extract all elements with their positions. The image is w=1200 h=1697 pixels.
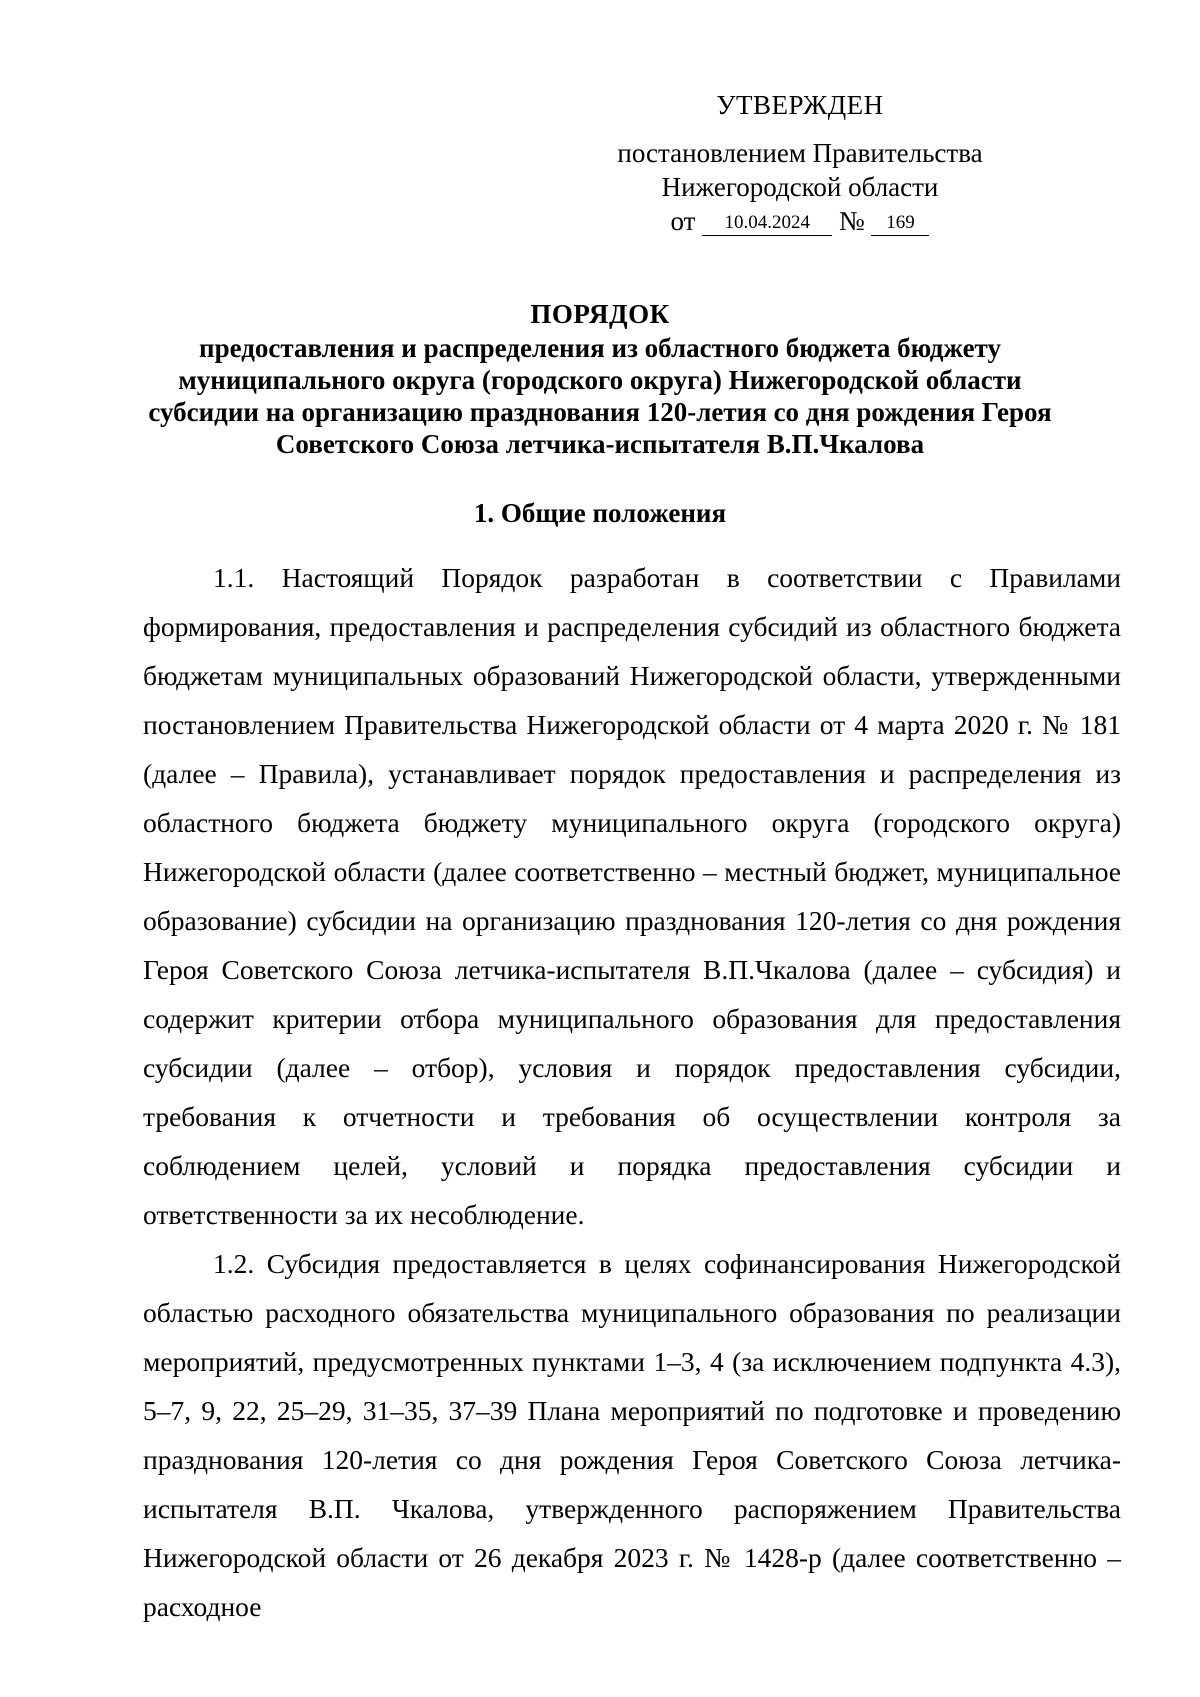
approved-heading: УТВЕРЖДЕН (716, 90, 884, 120)
approval-date: 10.04.2024 (702, 211, 832, 236)
approval-decree-line: постановлением Правительства (617, 138, 983, 168)
paragraph-1-2: 1.2. Субсидия предоставляется в целях софинансирования Нижегородской областью расходного обязательства муниципального образования по реализации мероприятий, предусмотренных пунктами 1–3, 4 (за исключением подпункта 4.3), 5–7, 9, 22, 25–29, 31–35, 37–39 Плана мероприятий по подготовке и проведению празднования 120-летия со дня рождения Героя Советского Союза летчика-испытателя В.П. Чкалова, утвержденного распоряжением Правительства Нижегородской области от 26 декабря 2023 г. № 1428-р (далее соответственно – расходное (143, 1248, 1121, 1622)
approval-region-line: Нижегородской области (661, 172, 939, 202)
approval-number: 169 (871, 211, 929, 236)
document-title (130, 298, 1070, 460)
document-title-subtitle: предоставления и распределения из областного бюджета бюджету муниципального округа (городского округа) Нижегородской области субсидии на организацию празднования 120-летия со дня рождения Героя Советского Союза летчика-испытателя В.П.Чкалова (148, 333, 1052, 459)
document-title-main: ПОРЯДОК (530, 299, 670, 329)
approval-date-number-line (600, 204, 1000, 238)
section-heading: 1. Общие положения (473, 498, 727, 528)
approval-number-label: № (838, 206, 865, 236)
document-body (143, 553, 1121, 1631)
paragraph-1-1: 1.1. Настоящий Порядок разработан в соответствии с Правилами формирования, предоставления и распределения субсидий из областного бюджета бюджетам муниципальных образований Нижегородской области, утвержденными постановлением Правительства Нижегородской области от 4 марта 2020 г. № 181 (далее – Правила), устанавливает порядок предоставления и распределения из областного бюджета бюджету муниципального округа (городского округа) Нижегородской области (далее соответственно – местный бюджет, муниципальное образование) субсидии на организацию празднования 120-летия со дня рождения Героя Советского Союза летчика-испытателя В.П.Чкалова (далее – субсидия) и содержит критерии отбора муниципального образования для предоставления субсидии (далее – отбор), условия и порядок предоставления субсидии, требования к отчетности и требования об осуществлении контроля за соблюдением целей, условий и порядка предоставления субсидии и ответственности за их несоблюдение. (143, 562, 1121, 1230)
approval-from-label: от (670, 206, 696, 236)
